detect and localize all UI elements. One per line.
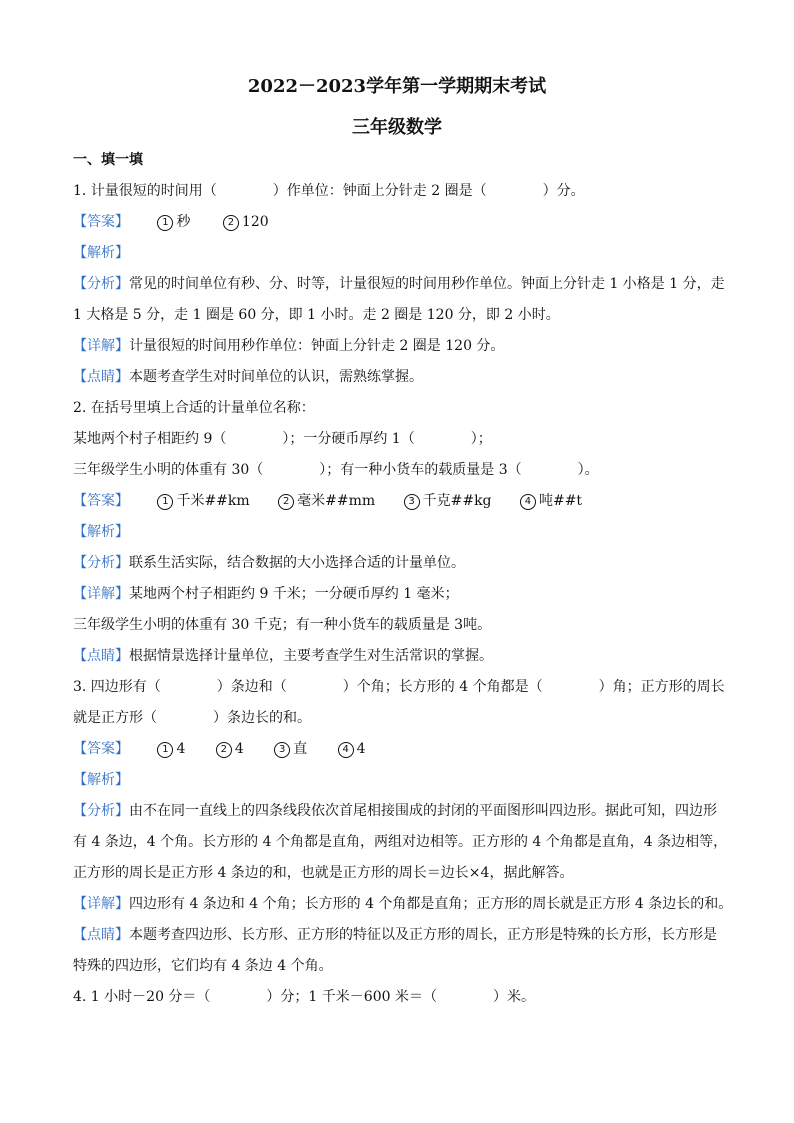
q2-answer-3: 3 千克##kg xyxy=(404,491,492,511)
q2-answer-2: 2 毫米##mm xyxy=(278,491,375,511)
circled-number: 4 xyxy=(338,742,354,758)
q1-xiangjie: 【详解】计量很短的时间用秒作单位：钟面上分针走 2 圈是 120 分。 xyxy=(73,338,505,354)
answer-tag: 【答案】 xyxy=(73,741,129,757)
q2-answer-1: 1 千米##km xyxy=(157,491,249,511)
q4-question: 4. 1 小时－20 分＝（ ）分；1 千米－600 米＝（ ）米。 xyxy=(73,989,535,1005)
jiexi-tag: 【解析】 xyxy=(73,524,129,540)
q2-line-2: 三年级学生小明的体重有 30（ ）；有一种小货车的载质量是 3（ ）。 xyxy=(73,462,599,478)
q1-fenxi-2: 1 大格是 5 分，走 1 圈是 60 分，即 1 小时。走 2 圈是 120 分，即 2 小时。 xyxy=(73,307,560,323)
q3-answer xyxy=(73,739,366,759)
q3-fenxi-3: 正方形的周长是正方形 4 条边的和，也就是正方形的周长＝边长×4，据此解答。 xyxy=(73,865,574,881)
q2-dianjing: 【点睛】根据情景选择计量单位，主要考查学生对生活常识的掌握。 xyxy=(73,648,493,664)
jiexi-tag: 【解析】 xyxy=(73,772,129,788)
q3-fenxi-1: 【分析】由不在同一直线上的四条线段依次首尾相接围成的封闭的平面图形叫四边形。据此可知，四边形 xyxy=(73,803,717,819)
q2-fenxi: 【分析】联系生活实际，结合数据的大小选择合适的计量单位。 xyxy=(73,555,465,571)
q3-answer-1: 1 4 xyxy=(157,739,185,759)
q3-answer-2: 2 4 xyxy=(216,739,244,759)
answer-tag: 【答案】 xyxy=(73,214,129,230)
q3-question-1: 3. 四边形有（ ）条边和（ ）个角；长方形的 4 个角都是（ ）角；正方形的周长 xyxy=(73,679,725,695)
jiexi-tag: 【解析】 xyxy=(73,245,129,261)
q3-dianjing-1: 【点睛】本题考查四边形、长方形、正方形的特征以及正方形的周长，正方形是特殊的长方形，长方形是 xyxy=(73,927,717,943)
q1-question: 1. 计量很短的时间用（ ）作单位：钟面上分针走 2 圈是（ ）分。 xyxy=(73,183,585,199)
circled-number: 3 xyxy=(404,494,420,510)
q3-fenxi-2: 有 4 条边，4 个角。长方形的 4 个角都是直角，两组对边相等。正方形的 4 个角都是直角，4 条边相等， xyxy=(73,834,728,850)
q1-fenxi-1: 【分析】常见的时间单位有秒、分、时等，计量很短的时间用秒作单位。钟面上分针走 1 小格是 1 分，走 xyxy=(73,276,725,292)
exam-subtitle: 三年级数学 xyxy=(352,117,442,138)
q2-question: 2. 在括号里填上合适的计量单位名称： xyxy=(73,400,315,416)
q1-dianjing: 【点睛】本题考查学生对时间单位的认识，需熟练掌握。 xyxy=(73,369,423,385)
q3-answer-3: 3 直 xyxy=(274,739,307,759)
circled-number: 1 xyxy=(157,742,173,758)
circled-number: 2 xyxy=(223,215,239,231)
q2-xiangjie-1: 【详解】某地两个村子相距约 9 千米；一分硬币厚约 1 毫米； xyxy=(73,586,459,602)
q2-answer-4: 4 吨##t xyxy=(520,491,582,511)
circled-number: 1 xyxy=(157,494,173,510)
q3-xiangjie: 【详解】四边形有 4 条边和 4 个角；长方形的 4 个角都是直角；正方形的周长就是正方形 4 条边长的和。 xyxy=(73,896,733,912)
q3-dianjing-2: 特殊的四边形，它们均有 4 条边 4 个角。 xyxy=(73,958,333,974)
circled-number: 2 xyxy=(278,494,294,510)
circled-number: 2 xyxy=(216,742,232,758)
circled-number: 4 xyxy=(520,494,536,510)
circled-number: 1 xyxy=(157,215,173,231)
answer-tag: 【答案】 xyxy=(73,493,129,509)
q2-xiangjie-2: 三年级学生小明的体重有 30 千克；有一种小货车的载质量是 3吨。 xyxy=(73,617,492,633)
q1-answer-1: 1 秒 xyxy=(157,212,190,232)
q3-answer-4: 4 4 xyxy=(338,739,366,759)
q1-answer-2: 2 120 xyxy=(223,212,269,232)
q2-answer xyxy=(73,491,582,511)
q3-question-2: 就是正方形（ ）条边长的和。 xyxy=(73,710,311,726)
section-heading: 一、填一填 xyxy=(73,152,143,168)
q2-line-1: 某地两个村子相距约 9（ ）；一分硬币厚约 1（ ）； xyxy=(73,431,492,447)
q1-answer xyxy=(73,212,269,232)
circled-number: 3 xyxy=(274,742,290,758)
exam-title: 2022－2023学年第一学期期末考试 xyxy=(247,76,547,97)
